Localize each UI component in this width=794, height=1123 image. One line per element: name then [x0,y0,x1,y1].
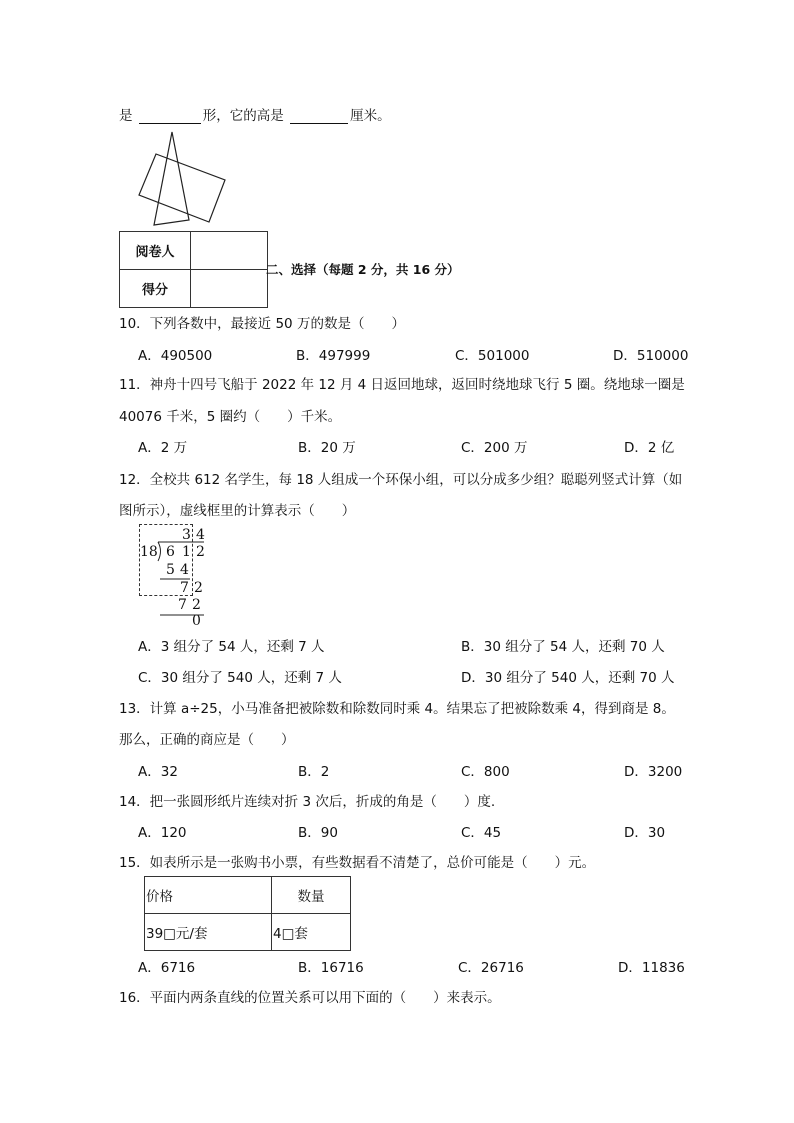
q15-option-a[interactable]: A．6716 [138,960,196,976]
q13-option-d[interactable]: D．3200 [624,764,683,780]
product-digit: 5 [166,562,175,578]
product-digit: 4 [180,562,189,578]
q11-option-d[interactable]: D．2 亿 [624,440,675,456]
q11-stem-line1: 11．神舟十四号飞船于 2022 年 12 月 4 日返回地球，返回时绕地球飞行 5 圈。绕地球一圈是 [119,377,685,393]
q10-option-c[interactable]: C．501000 [455,348,530,364]
q12-option-d[interactable]: D．30 组分了 540 人，还剩 70 人 [461,670,675,686]
q13-option-b[interactable]: B．2 [298,764,330,780]
grading-table [119,231,268,308]
q9-prefix: 是 [119,108,133,124]
receipt-table [144,876,351,951]
q13-option-a[interactable]: A．32 [138,764,178,780]
remainder-digit: 2 [194,580,203,596]
q12-option-b[interactable]: B．30 组分了 54 人，还剩 70 人 [461,639,665,655]
reviewer-cell[interactable] [191,232,268,270]
answer-blank-1[interactable] [139,109,201,124]
price-header: 价格 [145,877,272,914]
q14-option-d[interactable]: D．30 [624,825,666,841]
q11-option-b[interactable]: B．20 万 [298,440,356,456]
q13-stem-line1: 13．计算 a÷25，小马准备把被除数和除数同时乘 4。结果忘了把被除数乘 4，得到商是 8。 [119,701,675,717]
q11-stem-line2: 40076 千米，5 圈约（ ）千米。 [119,409,342,425]
q15-option-b[interactable]: B．16716 [298,960,364,976]
quotient-digit: 4 [196,527,205,543]
q14-option-c[interactable]: C．45 [461,825,502,841]
q16-stem: 16．平面内两条直线的位置关系可以用下面的（ ）来表示。 [119,990,501,1006]
q15-option-c[interactable]: C．26716 [458,960,524,976]
q15-option-d[interactable]: D．11836 [618,960,685,976]
triangle-rectangle-figure [130,128,256,228]
product-digit: 7 [178,597,187,613]
q13-stem-line2: 那么，正确的商应是（ ） [119,732,295,748]
division-lines [136,523,216,627]
dividend-digit: 6 [166,544,175,560]
q12-stem-line1: 12．全校共 612 名学生，每 18 人组成一个环保小组，可以分成多少组？聪聪列竖式计算（如 [119,472,683,488]
score-label: 得分 [120,270,191,308]
q12-option-c[interactable]: C．30 组分了 540 人，还剩 7 人 [138,670,342,686]
q10-option-b[interactable]: B．497999 [296,348,371,364]
q14-option-b[interactable]: B．90 [298,825,338,841]
quantity-cell: 4□套 [272,914,351,951]
remainder-digit: 7 [180,580,189,596]
q12-option-a[interactable]: A．3 组分了 54 人，还剩 7 人 [138,639,325,655]
quotient-digit: 3 [182,527,191,543]
q10-option-d[interactable]: D．510000 [613,348,689,364]
final-remainder: 0 [192,613,201,629]
score-cell[interactable] [191,270,268,308]
quantity-header: 数量 [272,877,351,914]
answer-blank-2[interactable] [290,109,348,124]
section-title: 二、选择（每题 2 分，共 16 分） [266,262,460,277]
q9-mid: 形，它的高是 [202,108,284,124]
divisor: 18 [140,544,158,560]
q15-stem: 15．如表所示是一张购书小票，有些数据看不清楚了，总价可能是（ ）元。 [119,855,596,871]
q9-suffix: 厘米。 [350,108,391,124]
reviewer-label: 阅卷人 [120,232,191,270]
long-division-figure [136,523,216,627]
q9-tail [119,104,391,124]
q12-stem-line2: 图所示），虚线框里的计算表示（ ） [119,503,356,519]
dividend-digit: 1 [182,544,191,560]
q14-stem: 14．把一张圆形纸片连续对折 3 次后，折成的角是（ ）度. [119,794,496,810]
price-cell: 39□元/套 [145,914,272,951]
q14-option-a[interactable]: A．120 [138,825,187,841]
product-digit: 2 [192,597,201,613]
q13-option-c[interactable]: C．800 [461,764,510,780]
q11-option-c[interactable]: C．200 万 [461,440,528,456]
q11-option-a[interactable]: A．2 万 [138,440,188,456]
dividend-digit: 2 [196,544,205,560]
q10-stem: 10．下列各数中，最接近 50 万的数是（ ） [119,316,405,332]
q10-option-a[interactable]: A．490500 [138,348,213,364]
